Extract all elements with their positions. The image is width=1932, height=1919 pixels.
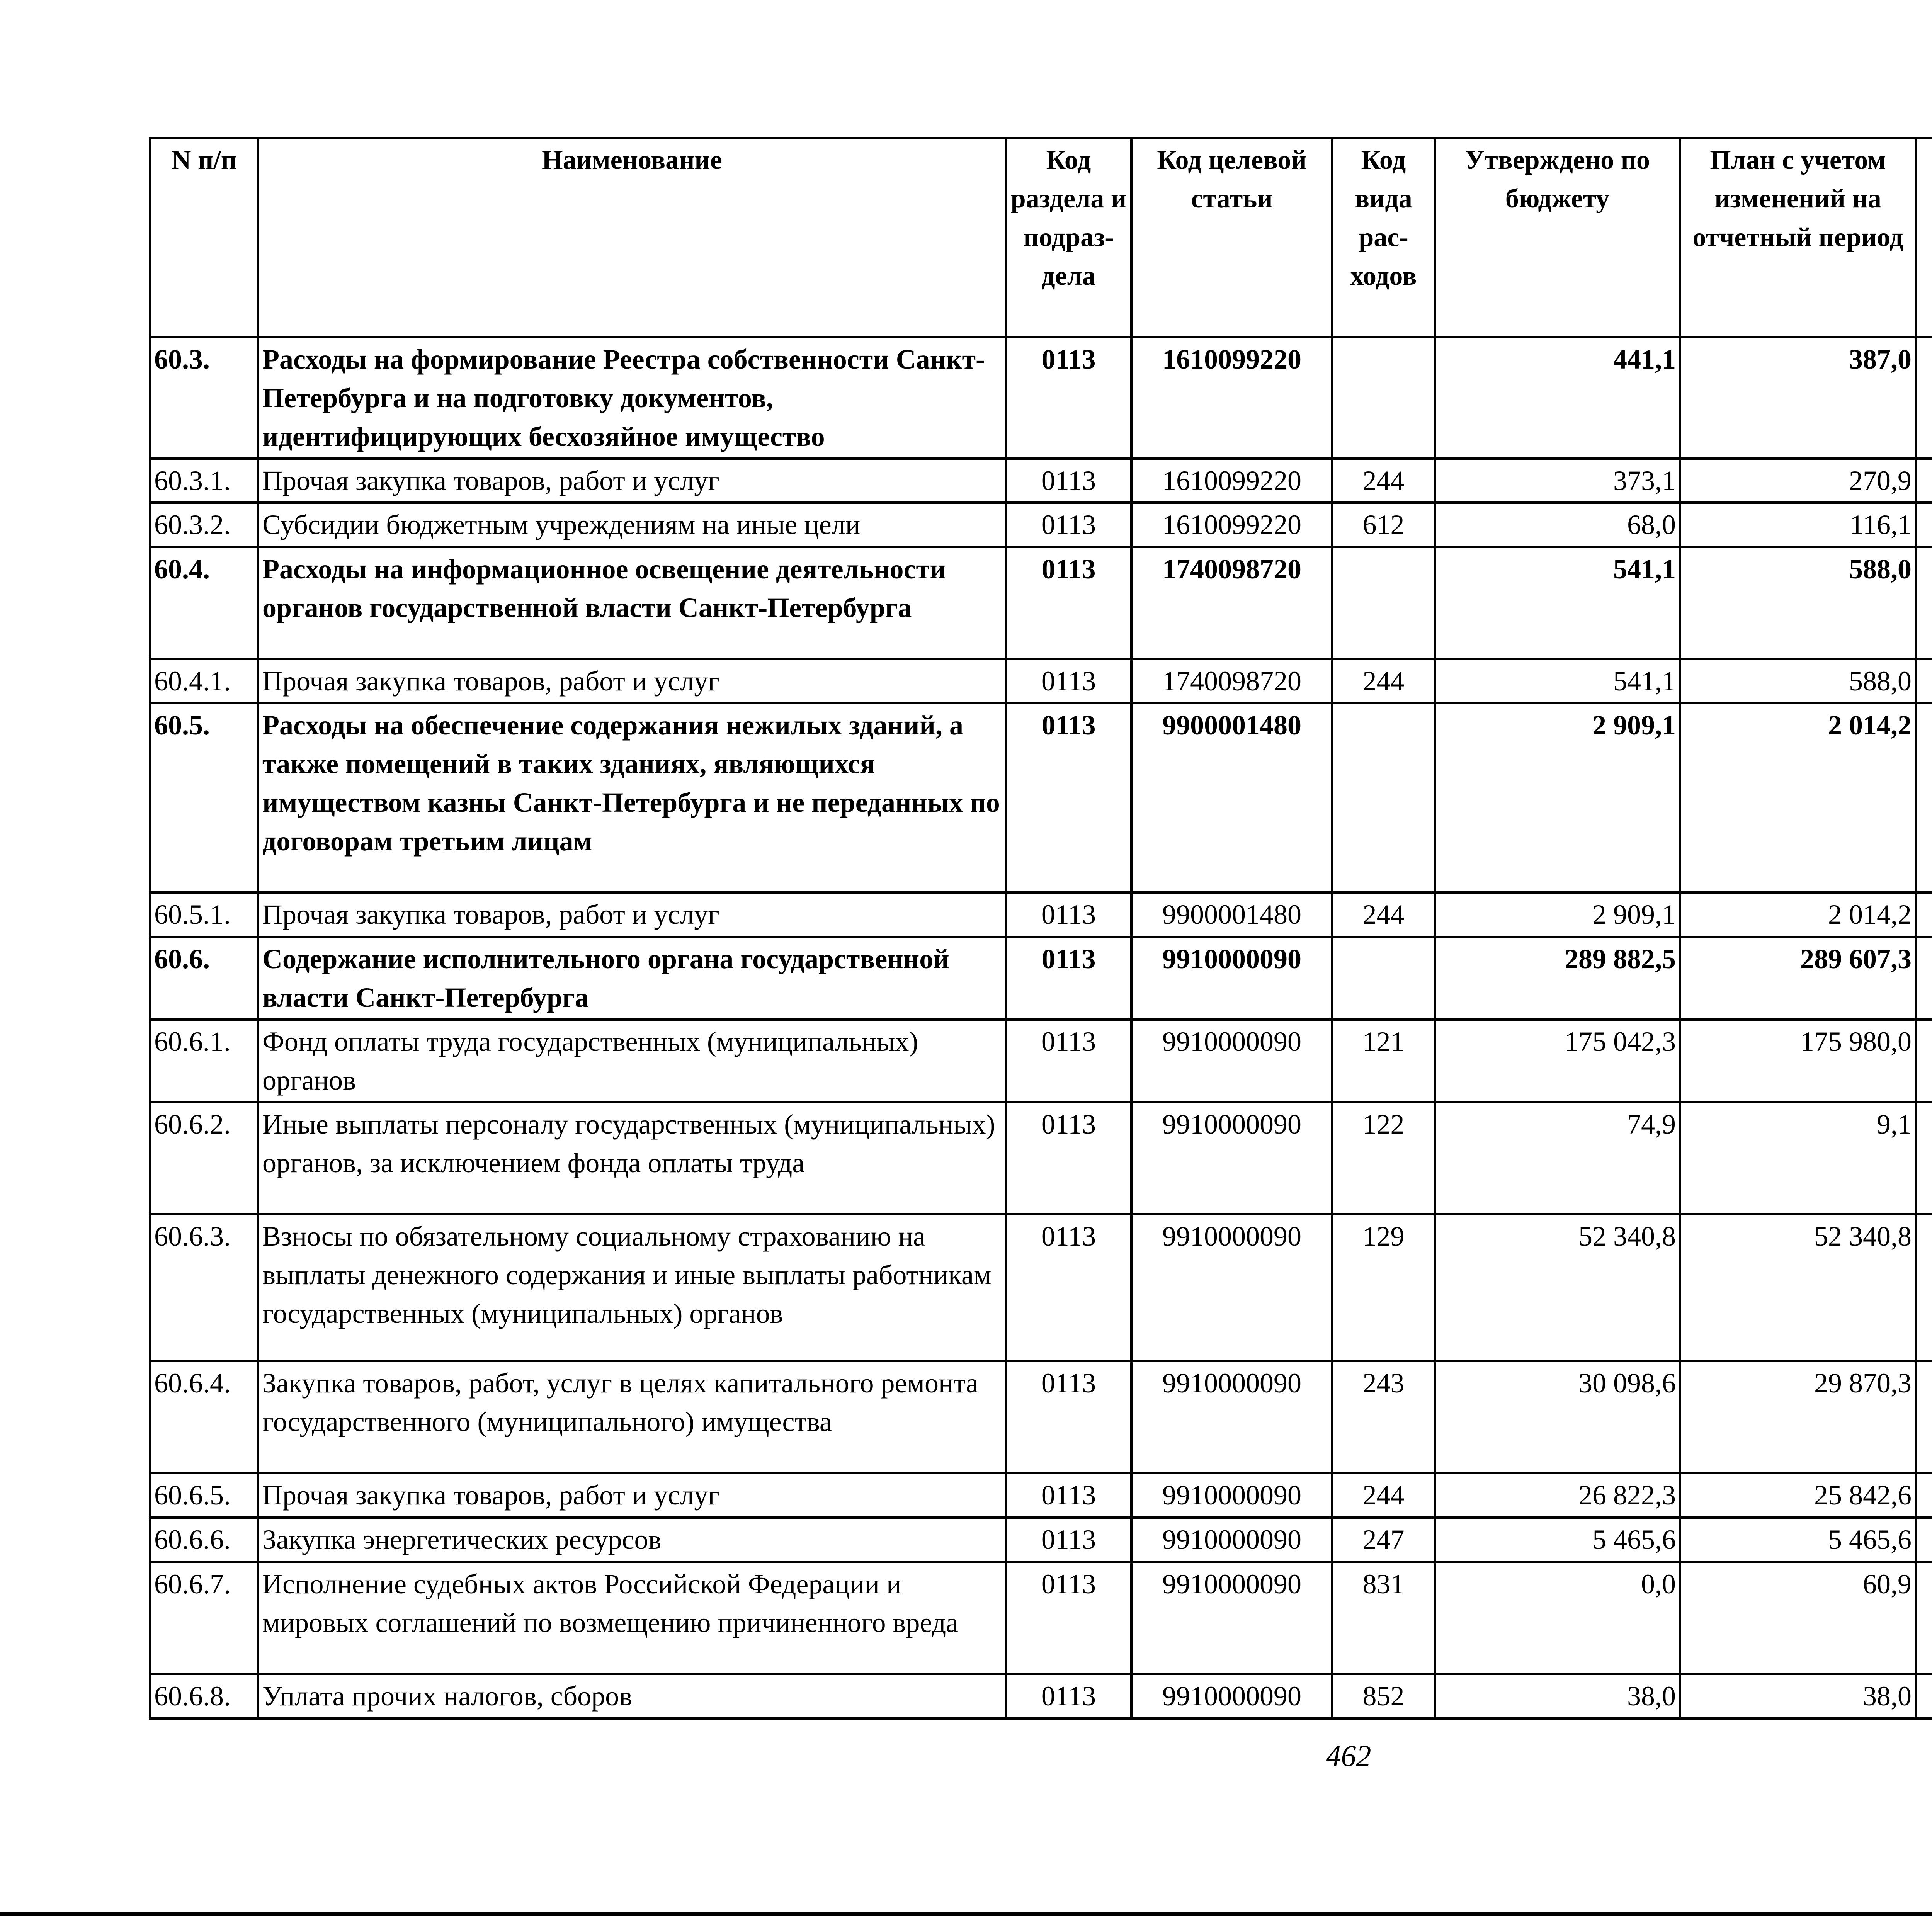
row-num: 60.6.5. <box>150 1473 258 1518</box>
table-body <box>150 337 1932 1718</box>
row-plan: 38,0 <box>1680 1674 1916 1718</box>
row-plan: 29 870,3 <box>1680 1361 1916 1473</box>
row-num: 60.6. <box>150 937 258 1020</box>
row-expense-code: 612 <box>1332 503 1435 547</box>
row-target-code: 1740098720 <box>1131 659 1332 703</box>
header-approved: Утверждено по бюджету <box>1435 138 1680 337</box>
row-plan: 2 014,2 <box>1680 892 1916 937</box>
row-num: 60.4.1. <box>150 659 258 703</box>
row-approved: 373,1 <box>1435 459 1680 503</box>
row-section-code: 0113 <box>1006 892 1131 937</box>
row-expense-code: 244 <box>1332 1473 1435 1518</box>
row-target-code: 9910000090 <box>1131 1562 1332 1674</box>
header-section-code: Код раздела и подраз-дела <box>1006 138 1131 337</box>
table-row <box>150 459 1932 503</box>
row-target-code: 1610099220 <box>1131 337 1332 459</box>
page-number: 462 <box>1326 1739 1371 1773</box>
header-executed <box>1916 138 1932 337</box>
row-target-code: 9910000090 <box>1131 1361 1332 1473</box>
table-row <box>150 1020 1932 1102</box>
row-name: Прочая закупка товаров, работ и услуг <box>258 459 1006 503</box>
row-plan: 175 980,0 <box>1680 1020 1916 1102</box>
row-plan: 116,1 <box>1680 503 1916 547</box>
table-row <box>150 892 1932 937</box>
header-target-code: Код целевой статьи <box>1131 138 1332 337</box>
row-plan: 52 340,8 <box>1680 1214 1916 1361</box>
row-expense-code: 122 <box>1332 1102 1435 1214</box>
row-target-code: 1610099220 <box>1131 503 1332 547</box>
row-target-code: 9910000090 <box>1131 1473 1332 1518</box>
row-section-code: 0113 <box>1006 1214 1131 1361</box>
row-approved: 0,0 <box>1435 1562 1680 1674</box>
row-num: 60.6.6. <box>150 1518 258 1562</box>
row-executed <box>1916 937 1932 1020</box>
row-approved: 5 465,6 <box>1435 1518 1680 1562</box>
row-expense-code: 247 <box>1332 1518 1435 1562</box>
row-name: Закупка энергетических ресурсов <box>258 1518 1006 1562</box>
table-row <box>150 1361 1932 1473</box>
row-section-code: 0113 <box>1006 1674 1131 1718</box>
row-expense-code: 831 <box>1332 1562 1435 1674</box>
row-name: Субсидии бюджетным учреждениям на иные цели <box>258 503 1006 547</box>
row-name: Исполнение судебных актов Российской Федерации и мировых соглашений по возмещению причиненного вреда <box>258 1562 1006 1674</box>
table-row <box>150 547 1932 659</box>
row-expense-code <box>1332 337 1435 459</box>
row-expense-code: 244 <box>1332 459 1435 503</box>
row-section-code: 0113 <box>1006 337 1131 459</box>
row-target-code: 9910000090 <box>1131 1214 1332 1361</box>
row-executed <box>1916 1518 1932 1562</box>
row-plan: 2 014,2 <box>1680 703 1916 892</box>
row-section-code: 0113 <box>1006 1361 1131 1473</box>
row-approved: 541,1 <box>1435 547 1680 659</box>
row-num: 60.6.1. <box>150 1020 258 1102</box>
table-row <box>150 937 1932 1020</box>
row-expense-code <box>1332 937 1435 1020</box>
row-executed <box>1916 892 1932 937</box>
row-plan: 588,0 <box>1680 659 1916 703</box>
row-plan: 9,1 <box>1680 1102 1916 1214</box>
row-plan: 25 842,6 <box>1680 1473 1916 1518</box>
row-expense-code: 244 <box>1332 892 1435 937</box>
row-target-code: 9900001480 <box>1131 892 1332 937</box>
row-approved: 2 909,1 <box>1435 703 1680 892</box>
row-section-code: 0113 <box>1006 1020 1131 1102</box>
row-num: 60.3.1. <box>150 459 258 503</box>
row-executed <box>1916 1214 1932 1361</box>
row-section-code: 0113 <box>1006 1102 1131 1214</box>
row-section-code: 0113 <box>1006 1473 1131 1518</box>
row-target-code: 9910000090 <box>1131 1518 1332 1562</box>
header-num: N п/п <box>150 138 258 337</box>
header-expense-code: Код вида рас-ходов <box>1332 138 1435 337</box>
row-plan: 5 465,6 <box>1680 1518 1916 1562</box>
row-section-code: 0113 <box>1006 937 1131 1020</box>
row-executed <box>1916 1361 1932 1473</box>
row-num: 60.3. <box>150 337 258 459</box>
row-name: Прочая закупка товаров, работ и услуг <box>258 892 1006 937</box>
budget-execution-table <box>149 137 1932 1720</box>
row-plan: 60,9 <box>1680 1562 1916 1674</box>
table-row <box>150 1674 1932 1718</box>
row-approved: 38,0 <box>1435 1674 1680 1718</box>
row-name: Прочая закупка товаров, работ и услуг <box>258 659 1006 703</box>
row-num: 60.6.8. <box>150 1674 258 1718</box>
row-executed <box>1916 1473 1932 1518</box>
row-name: Закупка товаров, работ, услуг в целях капитального ремонта государственного (муниципального) имущества <box>258 1361 1006 1473</box>
row-executed <box>1916 503 1932 547</box>
row-approved: 52 340,8 <box>1435 1214 1680 1361</box>
row-name: Взносы по обязательному социальному страхованию на выплаты денежного содержания и иные выплаты работникам государственных (муниципальных) органов <box>258 1214 1006 1361</box>
bottom-rule <box>0 1912 1932 1916</box>
row-target-code: 9910000090 <box>1131 937 1332 1020</box>
row-expense-code <box>1332 703 1435 892</box>
row-section-code: 0113 <box>1006 1562 1131 1674</box>
row-approved: 175 042,3 <box>1435 1020 1680 1102</box>
row-executed <box>1916 1102 1932 1214</box>
row-section-code: 0113 <box>1006 1518 1131 1562</box>
row-num: 60.4. <box>150 547 258 659</box>
row-section-code: 0113 <box>1006 503 1131 547</box>
row-section-code: 0113 <box>1006 547 1131 659</box>
row-target-code: 1610099220 <box>1131 459 1332 503</box>
row-target-code: 1740098720 <box>1131 547 1332 659</box>
row-name: Уплата прочих налогов, сборов <box>258 1674 1006 1718</box>
row-target-code: 9910000090 <box>1131 1020 1332 1102</box>
row-num: 60.6.7. <box>150 1562 258 1674</box>
table-row <box>150 703 1932 892</box>
row-plan: 270,9 <box>1680 459 1916 503</box>
row-name: Расходы на информационное освещение деятельности органов государственной власти Санкт-Петербурга <box>258 547 1006 659</box>
row-approved: 441,1 <box>1435 337 1680 459</box>
table-row <box>150 1562 1932 1674</box>
row-name: Содержание исполнительного органа государственной власти Санкт-Петербурга <box>258 937 1006 1020</box>
row-plan: 588,0 <box>1680 547 1916 659</box>
row-expense-code: 243 <box>1332 1361 1435 1473</box>
row-num: 60.6.4. <box>150 1361 258 1473</box>
row-target-code: 9900001480 <box>1131 703 1332 892</box>
row-executed <box>1916 1020 1932 1102</box>
row-approved: 289 882,5 <box>1435 937 1680 1020</box>
table-row <box>150 659 1932 703</box>
row-expense-code: 244 <box>1332 659 1435 703</box>
table-row <box>150 337 1932 459</box>
row-executed <box>1916 1674 1932 1718</box>
row-name: Фонд оплаты труда государственных (муниципальных) органов <box>258 1020 1006 1102</box>
table-row <box>150 1518 1932 1562</box>
row-approved: 541,1 <box>1435 659 1680 703</box>
row-approved: 74,9 <box>1435 1102 1680 1214</box>
row-executed <box>1916 459 1932 503</box>
table-row <box>150 1102 1932 1214</box>
table-row <box>150 1473 1932 1518</box>
row-expense-code: 852 <box>1332 1674 1435 1718</box>
row-expense-code: 129 <box>1332 1214 1435 1361</box>
row-num: 60.6.3. <box>150 1214 258 1361</box>
row-section-code: 0113 <box>1006 659 1131 703</box>
row-executed <box>1916 1562 1932 1674</box>
header-plan: План с учетом изменений на отчетный период <box>1680 138 1916 337</box>
row-approved: 68,0 <box>1435 503 1680 547</box>
row-executed <box>1916 547 1932 659</box>
row-executed <box>1916 703 1932 892</box>
row-num: 60.6.2. <box>150 1102 258 1214</box>
row-section-code: 0113 <box>1006 459 1131 503</box>
row-num: 60.5.1. <box>150 892 258 937</box>
row-approved: 26 822,3 <box>1435 1473 1680 1518</box>
row-expense-code <box>1332 547 1435 659</box>
row-num: 60.5. <box>150 703 258 892</box>
row-name: Расходы на обеспечение содержания нежилых зданий, а также помещений в таких зданиях, являющихся имуществом казны Санкт-Петербурга и не переданных по договорам третьим лицам <box>258 703 1006 892</box>
row-section-code: 0113 <box>1006 703 1131 892</box>
table-row <box>150 1214 1932 1361</box>
row-expense-code: 121 <box>1332 1020 1435 1102</box>
table-row <box>150 503 1932 547</box>
row-name: Прочая закупка товаров, работ и услуг <box>258 1473 1006 1518</box>
row-plan: 387,0 <box>1680 337 1916 459</box>
row-approved: 2 909,1 <box>1435 892 1680 937</box>
row-name: Расходы на формирование Реестра собственности Санкт-Петербурга и на подготовку документов, идентифицирующих бесхозяйное имущество <box>258 337 1006 459</box>
row-approved: 30 098,6 <box>1435 1361 1680 1473</box>
row-num: 60.3.2. <box>150 503 258 547</box>
row-executed <box>1916 337 1932 459</box>
row-target-code: 9910000090 <box>1131 1102 1332 1214</box>
row-target-code: 9910000090 <box>1131 1674 1332 1718</box>
row-name: Иные выплаты персоналу государственных (муниципальных) органов, за исключением фонда оплаты труда <box>258 1102 1006 1214</box>
row-plan: 289 607,3 <box>1680 937 1916 1020</box>
row-executed <box>1916 659 1932 703</box>
header-name: Наименование <box>258 138 1006 337</box>
